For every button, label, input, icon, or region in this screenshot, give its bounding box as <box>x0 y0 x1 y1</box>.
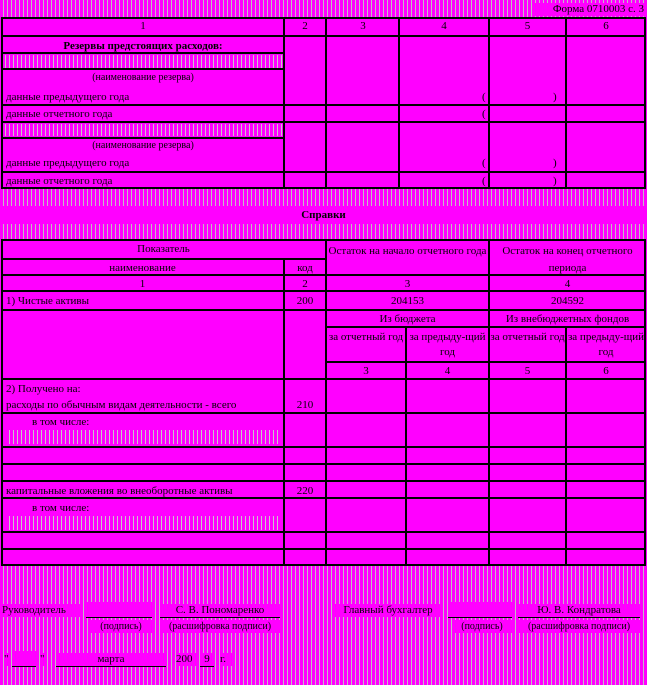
grid-line <box>325 361 645 363</box>
col-number-1: 1 <box>140 20 146 32</box>
grid-line <box>283 17 285 189</box>
ordinary-expenses-code: 210 <box>296 399 314 411</box>
item-name-field[interactable] <box>6 516 278 530</box>
ref-col-number-2: 2 <box>302 278 308 290</box>
chief-accountant-name: Ю. В. Кондратова <box>518 604 640 618</box>
grid-line <box>325 239 327 566</box>
grid-line <box>644 239 646 566</box>
section-title: Резервы предстоящих расходов: <box>63 40 223 52</box>
offbudget-current-year: за отчетный год <box>490 331 565 343</box>
grid-line <box>1 17 3 189</box>
date-quote-open: " <box>4 653 9 665</box>
current-year-label-2: данные отчетного года <box>6 175 113 187</box>
date-quote-close: " <box>40 653 45 665</box>
offbudget-header: Из внебюджетных фондов <box>505 313 630 325</box>
date-year-g: г. <box>220 653 232 666</box>
grid-line <box>2 104 645 106</box>
paren-open: ( <box>482 108 486 120</box>
grid-line <box>2 171 645 173</box>
head-signature-field[interactable] <box>86 602 152 618</box>
grid-line <box>2 497 645 499</box>
grid-line <box>325 17 327 189</box>
grid-line <box>2 137 284 139</box>
budget-header: Из бюджета <box>379 313 436 325</box>
net-assets-label: 1) Чистые активы <box>6 295 90 307</box>
grid-line <box>565 326 567 566</box>
header-start: Остаток на начало отчетного года <box>328 245 487 257</box>
grid-line <box>2 531 645 533</box>
prev-year-label-1: данные предыдущего года <box>6 91 130 103</box>
grid-line <box>325 326 645 328</box>
grid-line <box>283 258 285 566</box>
grid-line <box>2 52 284 54</box>
paren-close: ) <box>553 91 557 103</box>
date-month[interactable]: марта <box>56 653 166 667</box>
offbudget-prev-year: за предыду-щий год <box>567 331 645 358</box>
grid-line <box>488 239 490 566</box>
col-number-4: 4 <box>441 20 447 32</box>
ref-col-number-4: 4 <box>564 278 571 290</box>
sub-col-number-5: 5 <box>524 365 531 377</box>
head-label: Руководитель <box>2 604 82 617</box>
sub-col-number-3: 3 <box>363 365 369 377</box>
header-indicator: Показатель <box>137 243 190 255</box>
grid-line <box>2 480 645 482</box>
grid-line <box>488 17 490 189</box>
grid-line <box>2 463 645 465</box>
including-label-2: в том числе: <box>32 502 90 514</box>
paren-close: ) <box>553 175 557 187</box>
capital-investments-code: 220 <box>296 485 314 497</box>
paren-open: ( <box>482 91 486 103</box>
grid-line <box>2 548 645 550</box>
decoding-caption: (расшифровка подписи) <box>518 620 640 633</box>
header-code: код <box>297 262 313 274</box>
grid-line <box>565 17 567 189</box>
grid-line <box>644 17 646 189</box>
date-year-suffix[interactable]: 9 <box>200 653 214 667</box>
grid-line <box>2 378 645 380</box>
chief-accountant-label: Главный бухгалтер <box>334 604 442 617</box>
grid-line <box>2 274 645 276</box>
received-label: 2) Получено на: <box>6 383 81 395</box>
sub-col-number-6: 6 <box>603 365 609 377</box>
grid-line <box>2 35 645 37</box>
col-number-2: 2 <box>302 20 308 32</box>
signature-caption: (подпись) <box>90 620 152 633</box>
net-assets-end: 204592 <box>551 295 584 307</box>
paren-close: ) <box>553 157 557 169</box>
including-label-1: в том числе: <box>32 416 90 428</box>
form-code: Форма 0710003 с. 3 <box>534 3 644 16</box>
date-day-field[interactable] <box>12 651 36 667</box>
grid-line <box>2 239 645 241</box>
capital-investments-label: капитальные вложения во внеоборотные активы <box>6 485 233 497</box>
grid-line <box>2 446 645 448</box>
col-number-3: 3 <box>360 20 366 32</box>
ref-col-number-3: 3 <box>404 278 411 290</box>
grid-line <box>2 564 645 566</box>
net-assets-code: 200 <box>296 295 314 307</box>
grid-line <box>2 17 645 19</box>
grid-line <box>405 326 407 566</box>
decoding-caption: (расшифровка подписи) <box>160 620 280 633</box>
ref-col-number-1: 1 <box>139 278 146 290</box>
grid-line <box>398 17 400 189</box>
signature-caption: (подпись) <box>452 620 512 633</box>
budget-current-year: за отчетный год <box>328 331 404 343</box>
grid-line <box>2 258 325 260</box>
sub-col-number-4: 4 <box>444 365 451 377</box>
reference-title: Справки <box>301 209 346 221</box>
grid-line <box>1 239 3 566</box>
budget-prev-year: за предыду-щий год <box>409 331 486 358</box>
net-assets-start: 204153 <box>391 295 424 307</box>
chief-signature-field[interactable] <box>448 602 512 618</box>
col-number-6: 6 <box>603 20 609 32</box>
item-name-field[interactable] <box>6 430 278 444</box>
grid-line <box>2 187 645 189</box>
current-year-label-1: данные отчетного года <box>6 108 113 120</box>
header-end: Остаток на конец отчетного периода <box>502 245 633 274</box>
reserve-name-field-1[interactable] <box>2 55 284 69</box>
ordinary-expenses-label: расходы по обычным видам деятельности - всего <box>6 399 237 411</box>
grid-line <box>2 412 645 414</box>
date-year-prefix: 200 <box>176 653 198 666</box>
grid-line <box>2 121 645 123</box>
reserve-name-field-2[interactable] <box>2 124 284 136</box>
header-name: наименование <box>109 262 176 274</box>
head-name: С. В. Пономаренко <box>160 604 280 618</box>
col-number-5: 5 <box>524 20 531 32</box>
grid-line <box>2 290 645 292</box>
prev-year-label-2: данные предыдущего года <box>6 157 130 169</box>
reserve-caption-1: (наименование резерва) <box>92 72 194 83</box>
reserve-caption-2: (наименование резерва) <box>92 140 194 151</box>
grid-line <box>2 309 645 311</box>
paren-open: ( <box>482 175 486 187</box>
grid-line <box>2 68 284 70</box>
paren-open: ( <box>482 157 486 169</box>
